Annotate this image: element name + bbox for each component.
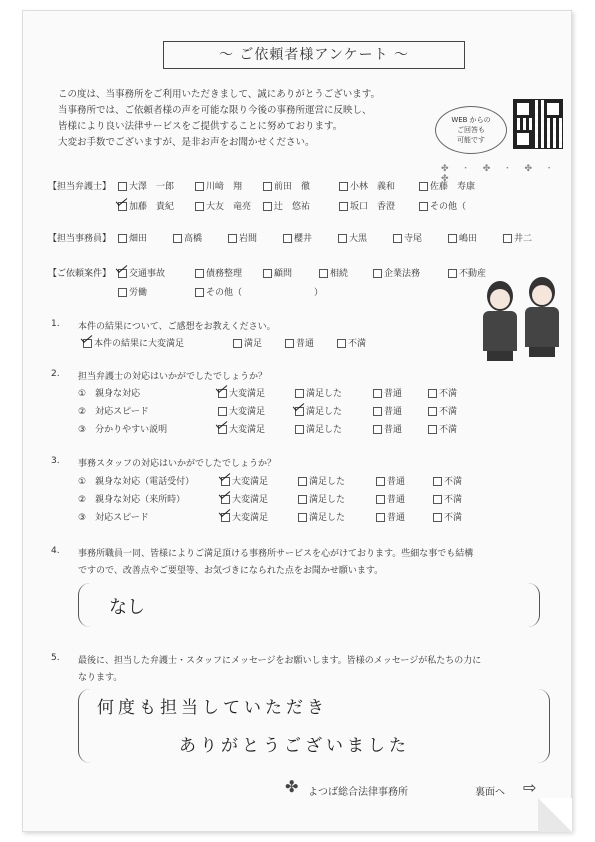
q5-answer-box[interactable] (78, 689, 550, 763)
q1-option[interactable]: 満足 (233, 336, 262, 349)
q4-text-line: ですので、改善点やご要望等、お気づきになられた点をお聞かせ願います。 (78, 566, 384, 576)
staff-option[interactable]: 井二 (503, 231, 532, 244)
q3-row-label: ② 親身な対応（来所時） (78, 495, 186, 505)
q3-option[interactable]: 満足した (298, 492, 345, 505)
checkbox[interactable] (298, 495, 307, 504)
q1-text: 本件の結果について、ご感想をお教えください。 (78, 322, 276, 332)
staff-option[interactable]: 岩間 (228, 231, 257, 244)
checkbox-checked[interactable] (221, 513, 230, 522)
q3-row-label: ① 親身な対応（電話受付） (78, 477, 195, 487)
checkbox[interactable] (298, 513, 307, 522)
qr-corner (514, 130, 532, 148)
clover-logo-icon: ✤ (285, 777, 299, 796)
q2-option[interactable]: 普通 (373, 404, 402, 417)
q3-row-label: ③ 対応スピード (78, 513, 149, 523)
q5-number: 5. (51, 653, 60, 663)
page-fold (538, 798, 572, 832)
survey-title: ～ ご依頼者様アンケート ～ (163, 41, 465, 69)
q3-option[interactable]: 普通 (376, 492, 405, 505)
case-option[interactable]: 債務整理 (195, 266, 242, 279)
bubble-line: 可能です (457, 136, 485, 144)
checkbox[interactable] (233, 339, 242, 348)
checkbox[interactable] (448, 269, 457, 278)
clover-decoration: ✤ ･ ✤ ･ ✤ ･ ✤ (441, 164, 558, 184)
staff-illustration (525, 277, 559, 357)
q1-option[interactable]: 普通 (285, 336, 314, 349)
case-option[interactable]: 労働 (118, 285, 147, 298)
q3-option[interactable]: 満足した (298, 474, 345, 487)
checkbox[interactable] (298, 477, 307, 486)
q3-text: 事務スタッフの対応はいかがでしたでしょうか？ (78, 459, 277, 469)
checkbox[interactable] (195, 269, 204, 278)
q2-row-label: ③ 分かりやすい説明 (78, 425, 168, 435)
checkbox-checked[interactable] (218, 389, 227, 398)
lawyer-option[interactable]: 前田 徹 (263, 179, 310, 192)
qr-corner (514, 100, 532, 118)
q2-option[interactable]: 不満 (428, 404, 457, 417)
checkbox[interactable] (295, 389, 304, 398)
q2-option[interactable]: 満足した (295, 422, 342, 435)
checkbox[interactable] (433, 495, 442, 504)
staff-option[interactable]: 高橋 (173, 231, 202, 244)
lawyer-option[interactable]: 大友 竜亮 (195, 199, 251, 212)
checkbox-checked[interactable] (83, 339, 92, 348)
q1-number: 1. (51, 319, 60, 329)
cases-label: 【ご依頼案件】 (48, 269, 112, 279)
q2-row-label: ① 親身な対応 (78, 389, 141, 399)
checkbox[interactable] (338, 234, 347, 243)
q2-option[interactable]: 大変満足 (218, 422, 265, 435)
q5-handwritten-line: ありがとうございました (179, 736, 410, 756)
checkbox[interactable] (195, 182, 204, 191)
qr-corner (544, 100, 562, 118)
checkbox-checked[interactable] (118, 202, 127, 211)
intro-text (58, 87, 380, 151)
q2-option[interactable]: 大変満足 (218, 404, 265, 417)
checkbox[interactable] (228, 234, 237, 243)
q2-option[interactable]: 満足した (295, 386, 342, 399)
q3-option[interactable]: 不満 (433, 510, 462, 523)
intro-line: 当事務所では、ご依頼者様の声を可能な限り今後の事務所運営に反映し、 (58, 105, 372, 116)
checkbox[interactable] (263, 269, 272, 278)
staff-option[interactable]: 大黒 (338, 231, 367, 244)
firm-name: よつば総合法律事務所 (308, 787, 408, 798)
q3-option[interactable]: 満足した (298, 510, 345, 523)
checkbox[interactable] (448, 234, 457, 243)
checkbox[interactable] (118, 234, 127, 243)
bubble-line: WEB からの (451, 116, 491, 124)
q4-answer-box[interactable] (78, 583, 540, 627)
lawyer-option[interactable]: 川﨑 翔 (195, 179, 242, 192)
q3-number: 3. (51, 456, 60, 466)
case-option[interactable]: 交通事故 (118, 266, 165, 279)
lawyer-option[interactable]: その他（ (419, 199, 466, 212)
q4-handwritten-answer: なし (109, 597, 145, 618)
checkbox[interactable] (373, 269, 382, 278)
intro-line: 大変お手数でございますが、是非お声をお聞かせください。 (58, 137, 315, 148)
checkbox-checked[interactable] (118, 269, 127, 278)
checkbox[interactable] (376, 513, 385, 522)
checkbox[interactable] (173, 234, 182, 243)
q2-option[interactable]: 大変満足 (218, 386, 265, 399)
checkbox[interactable] (419, 182, 428, 191)
checkbox[interactable] (428, 407, 437, 416)
lawyer-option[interactable]: 加藤 貴紀 (118, 199, 174, 212)
checkbox[interactable] (295, 425, 304, 434)
checkbox[interactable] (337, 339, 346, 348)
lawyer-option[interactable]: 佐藤 寿康 (419, 179, 475, 192)
q3-option[interactable]: 大変満足 (221, 474, 268, 487)
case-option[interactable]: 企業法務 (373, 266, 420, 279)
survey-sheet (22, 10, 572, 832)
intro-line: 皆様により良い法律サービスをご提供することに努めております。 (58, 121, 343, 132)
checkbox[interactable] (283, 234, 292, 243)
checkbox[interactable] (319, 269, 328, 278)
next-page-label[interactable]: 裏面へ (475, 787, 505, 798)
qr-code[interactable] (513, 99, 563, 149)
q2-text: 担当弁護士の対応はいかがでしたでしょうか？ (78, 372, 268, 382)
q3-option[interactable]: 不満 (433, 474, 462, 487)
case-option[interactable]: 顧問 (263, 266, 292, 279)
q3-option[interactable]: 大変満足 (221, 510, 268, 523)
checkbox[interactable] (195, 288, 204, 297)
case-option[interactable]: 相続 (319, 266, 348, 279)
q5-handwritten-line: 何度も担当していただき (97, 698, 328, 718)
checkbox[interactable] (373, 407, 382, 416)
web-answer-bubble (435, 106, 507, 154)
q3-option[interactable]: 大変満足 (221, 492, 268, 505)
checkbox-checked[interactable] (295, 407, 304, 416)
q4-text-line: 事務所職員一同、皆様によりご満足頂ける事務所サービスを心がけております。些細な事でも結構 (78, 549, 474, 559)
q4-number: 4. (51, 546, 60, 556)
lawyer-option[interactable]: 小林 義和 (339, 179, 395, 192)
case-option[interactable]: その他（ ） (195, 285, 323, 298)
q2-option[interactable]: 普通 (373, 386, 402, 399)
intro-line: この度は、当事務所をご利用いただきまして、誠にありがとうございます。 (58, 89, 381, 100)
checkbox-checked[interactable] (221, 477, 230, 486)
staff-option[interactable]: 櫻井 (283, 231, 312, 244)
staff-option[interactable]: 寺尾 (393, 231, 422, 244)
checkbox[interactable] (218, 407, 227, 416)
checkbox[interactable] (118, 288, 127, 297)
q3-option[interactable]: 普通 (376, 510, 405, 523)
staff-illustration (483, 281, 517, 361)
lawyer-option[interactable]: 坂口 香澄 (339, 199, 395, 212)
staff-option[interactable]: 嶋田 (448, 231, 477, 244)
checkbox-checked[interactable] (221, 495, 230, 504)
q2-option[interactable]: 不満 (428, 422, 457, 435)
lawyer-option[interactable]: 大澤 一郎 (118, 179, 174, 192)
q3-option[interactable]: 普通 (376, 474, 405, 487)
checkbox[interactable] (118, 182, 127, 191)
checkbox[interactable] (339, 182, 348, 191)
checkbox-checked[interactable] (218, 425, 227, 434)
checkbox[interactable] (285, 339, 294, 348)
checkbox[interactable] (433, 477, 442, 486)
q5-text-line: なります。 (78, 673, 123, 683)
staff-label: 【担当事務員】 (48, 234, 112, 244)
q2-option[interactable]: 満足した (295, 404, 342, 417)
checkbox[interactable] (419, 202, 428, 211)
checkbox[interactable] (195, 202, 204, 211)
case-option[interactable]: 不動産 (448, 266, 486, 279)
q2-row-label: ② 対応スピード (78, 407, 149, 417)
q1-option[interactable]: 不満 (337, 336, 366, 349)
checkbox[interactable] (263, 182, 272, 191)
q3-option[interactable]: 不満 (433, 492, 462, 505)
q2-option[interactable]: 普通 (373, 422, 402, 435)
q1-option[interactable]: 本件の結果に大変満足 (83, 336, 184, 349)
checkbox[interactable] (428, 425, 437, 434)
q2-option[interactable]: 不満 (428, 386, 457, 399)
staff-option[interactable]: 畑田 (118, 231, 147, 244)
checkbox[interactable] (263, 202, 272, 211)
lawyer-option[interactable]: 辻 悠祐 (263, 199, 310, 212)
checkbox[interactable] (373, 389, 382, 398)
lawyers-label: 【担当弁護士】 (48, 182, 112, 192)
checkbox[interactable] (393, 234, 402, 243)
q5-text-line: 最後に、担当した弁護士・スタッフにメッセージをお願いします。皆様のメッセージが私たちの力に (78, 656, 482, 666)
q2-number: 2. (51, 369, 60, 379)
arrow-right-icon[interactable]: ⇨ (523, 778, 537, 797)
checkbox[interactable] (376, 477, 385, 486)
checkbox[interactable] (503, 234, 512, 243)
checkbox[interactable] (373, 425, 382, 434)
checkbox[interactable] (428, 389, 437, 398)
checkbox[interactable] (376, 495, 385, 504)
checkbox[interactable] (433, 513, 442, 522)
bubble-line: ご回答も (457, 126, 485, 134)
checkbox[interactable] (339, 202, 348, 211)
